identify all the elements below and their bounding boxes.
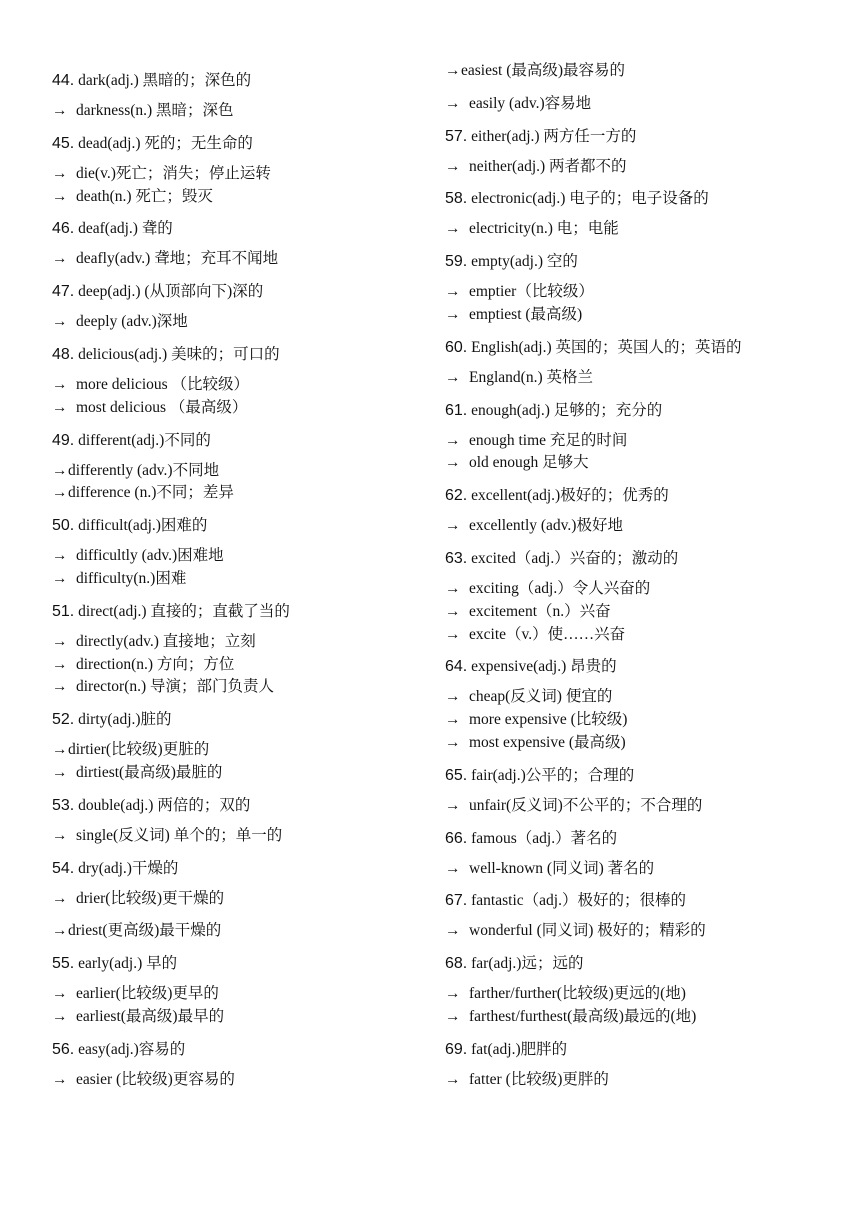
derived-form-text: well-known (同义词) 著名的: [469, 859, 655, 877]
entry-word: deep(adj.) (从顶部向下)深的: [74, 283, 264, 301]
derived-form-text: more expensive (比较级): [469, 711, 628, 729]
arrow-icon: →: [445, 517, 461, 535]
derived-form-text: easiest (最高级)最容易的: [461, 62, 626, 79]
entry-word: deaf(adj.) 聋的: [74, 220, 173, 238]
arrow-icon: →: [52, 250, 68, 268]
vocab-entry-heading: [445, 765, 845, 787]
vocab-entry-heading: [445, 188, 845, 210]
arrow-icon: →: [445, 431, 461, 449]
derived-form: [445, 1006, 845, 1029]
arrow-icon: →: [52, 102, 68, 119]
arrow-icon: →: [52, 655, 68, 673]
derived-form: [52, 482, 422, 505]
derived-form: [445, 430, 845, 453]
derived-form: [52, 920, 422, 943]
arrow-icon: →: [52, 889, 68, 907]
arrow-icon: →: [52, 1070, 68, 1088]
vocab-entry-heading: [52, 953, 422, 975]
derived-form-text: fatter (比较级)更胖的: [469, 1070, 609, 1088]
arrow-icon: →: [445, 985, 461, 1003]
derived-form: [445, 624, 845, 647]
arrow-icon: →: [52, 922, 68, 940]
derived-form: [52, 311, 422, 334]
arrow-icon: →: [445, 625, 461, 643]
vocab-entry-heading: [445, 400, 845, 422]
vocab-entry-heading: [52, 430, 422, 452]
vocab-entry-heading: [445, 656, 845, 678]
arrow-icon: →: [445, 1007, 461, 1025]
vocab-entry-heading: [52, 133, 422, 155]
vocab-entry-heading: [445, 126, 845, 148]
derived-form-text: deeply (adv.)深地: [76, 313, 188, 331]
entry-number: 63.: [445, 549, 468, 567]
derived-form-text: earlier(比较级)更早的: [76, 985, 219, 1003]
derived-form: [52, 631, 422, 654]
vocab-entry-heading: [445, 890, 845, 912]
derived-form-text: wonderful (同义词) 极好的；精彩的: [469, 922, 706, 940]
derived-form-text: death(n.) 死亡；毁灭: [76, 187, 213, 205]
entry-number: 45.: [52, 134, 75, 152]
entry-number: 47.: [52, 283, 75, 301]
entry-word: expensive(adj.) 昂贵的: [467, 658, 617, 676]
entry-number: 68.: [445, 955, 468, 973]
derived-form-text: easily (adv.)容易地: [469, 94, 592, 112]
arrow-icon: →: [445, 579, 461, 597]
vocab-entry-heading: [52, 344, 422, 366]
entry-number: 48.: [52, 345, 75, 363]
derived-form: [52, 888, 422, 911]
derived-form-text: enough time 充足的时间: [469, 431, 628, 449]
entry-word: empty(adj.) 空的: [467, 253, 578, 271]
derived-form-text: easier (比较级)更容易的: [76, 1070, 235, 1088]
arrow-icon: →: [445, 859, 461, 877]
derived-form: [52, 654, 422, 677]
derived-form: [52, 825, 422, 848]
derived-form-text: most expensive (最高级): [469, 733, 626, 751]
entry-number: 61.: [445, 401, 468, 419]
arrow-icon: →: [445, 602, 461, 620]
derived-form: [52, 1006, 422, 1029]
entry-word: excellent(adj.)极好的；优秀的: [467, 487, 669, 505]
arrow-icon: →: [52, 569, 68, 587]
arrow-icon: →: [52, 398, 68, 416]
arrow-icon: →: [445, 157, 461, 175]
derived-form-text: differently (adv.)不同地: [68, 461, 220, 479]
arrow-icon: →: [445, 1070, 461, 1088]
vocab-entry-heading: [445, 1039, 845, 1061]
entry-number: 55.: [52, 955, 75, 973]
entry-number: 60.: [445, 338, 468, 356]
arrow-icon: →: [445, 62, 461, 79]
derived-form: [445, 795, 845, 818]
entry-number: 56.: [52, 1040, 75, 1058]
derived-form: [52, 545, 422, 568]
arrow-icon: →: [52, 985, 68, 1003]
arrow-icon: →: [445, 454, 461, 472]
derived-form: [445, 452, 845, 475]
arrow-icon: →: [52, 826, 68, 844]
derived-form: [52, 1069, 422, 1092]
derived-form-text: exciting（adj.）令人兴奋的: [469, 579, 651, 597]
entry-number: 53.: [52, 796, 75, 814]
entry-word: double(adj.) 两倍的；双的: [74, 796, 251, 814]
derived-form: [445, 601, 845, 624]
derived-form: [52, 100, 422, 123]
derived-form: [445, 156, 845, 179]
vocab-entry-heading: [445, 251, 845, 273]
entry-number: 57.: [445, 127, 468, 145]
entry-word: far(adj.)远；远的: [467, 955, 584, 973]
derived-form-text: die(v.)死亡；消失；停止运转: [76, 164, 271, 182]
entry-number: 62.: [445, 487, 468, 505]
entry-word: either(adj.) 两方任一方的: [467, 127, 637, 145]
entry-number: 59.: [445, 253, 468, 271]
derived-form: [445, 858, 845, 881]
derived-form-text: electricity(n.) 电；电能: [469, 220, 619, 238]
entry-number: 54.: [52, 859, 75, 877]
entry-number: 51.: [52, 602, 75, 620]
derived-form-text: difference (n.)不同；差异: [68, 484, 234, 502]
derived-form-text: neither(adj.) 两者都不的: [469, 157, 627, 175]
entry-word: dead(adj.) 死的；无生命的: [74, 134, 253, 152]
entry-word: different(adj.)不同的: [74, 431, 211, 449]
derived-form: [445, 367, 845, 390]
derived-form-text: director(n.) 导演；部门负责人: [76, 678, 275, 696]
arrow-icon: →: [445, 711, 461, 729]
derived-form: [445, 578, 845, 601]
arrow-icon: →: [52, 484, 68, 502]
entry-word: fat(adj.)肥胖的: [467, 1040, 568, 1058]
vocab-entry-heading: [445, 485, 845, 507]
entry-word: enough(adj.) 足够的；充分的: [467, 401, 663, 419]
arrow-icon: →: [445, 220, 461, 238]
derived-form-text: England(n.) 英格兰: [469, 368, 593, 386]
entry-word: difficult(adj.)困难的: [74, 517, 208, 535]
derived-form-text: more delicious （比较级）: [76, 375, 250, 393]
vocab-entry-heading: [52, 70, 422, 92]
arrow-icon: →: [52, 461, 68, 479]
arrow-icon: →: [52, 164, 68, 182]
arrow-icon: →: [445, 368, 461, 386]
entry-word: fantastic（adj.）极好的；很棒的: [467, 892, 686, 910]
derived-form: [52, 762, 422, 785]
entry-word: direct(adj.) 直接的；直截了当的: [74, 602, 290, 620]
derived-form: [445, 983, 845, 1006]
derived-form-text: drier(比较级)更干燥的: [76, 889, 225, 907]
vocab-entry-heading: [52, 795, 422, 817]
arrow-icon: →: [52, 547, 68, 565]
derived-form-text: darkness(n.) 黑暗；深色: [76, 102, 234, 119]
left-column: [52, 60, 422, 1092]
vocab-entry-heading: [52, 281, 422, 303]
derived-form: [52, 676, 422, 699]
arrow-icon: →: [445, 796, 461, 814]
right-column: [445, 60, 845, 1092]
derived-form-text: earliest(最高级)最早的: [76, 1007, 225, 1025]
derived-form-text: dirtiest(最高级)最脏的: [76, 763, 223, 781]
derived-form: [445, 515, 845, 538]
entry-word: dry(adj.)干燥的: [74, 859, 179, 877]
entry-word: delicious(adj.) 美味的；可口的: [74, 345, 280, 363]
derived-form: [52, 983, 422, 1006]
arrow-icon: →: [52, 763, 68, 781]
derived-form-text: emptiest (最高级): [469, 305, 583, 323]
derived-form: [52, 248, 422, 271]
entry-word: easy(adj.)容易的: [74, 1040, 186, 1058]
derived-form-text: old enough 足够大: [469, 454, 589, 472]
vocab-entry-heading: [52, 858, 422, 880]
derived-form-text: emptier（比较级）: [469, 283, 594, 301]
entry-number: 50.: [52, 517, 75, 535]
derived-form: [445, 686, 845, 709]
derived-form-text: driest(更高级)最干燥的: [68, 922, 222, 940]
derived-form-text: single(反义词) 单个的；单一的: [76, 826, 283, 844]
derived-form-text: dirtier(比较级)更脏的: [68, 741, 210, 759]
vocab-entry-heading: [445, 337, 845, 359]
arrow-icon: →: [445, 94, 461, 112]
derived-form-text: farther/further(比较级)更远的(地): [469, 985, 686, 1003]
entry-word: early(adj.) 早的: [74, 955, 178, 973]
arrow-icon: →: [445, 733, 461, 751]
derived-form: [52, 163, 422, 186]
entry-word: fair(adj.)公平的；合理的: [467, 766, 635, 784]
derived-form-text: difficultly (adv.)困难地: [76, 547, 224, 565]
vocab-entry-heading: [52, 709, 422, 731]
vocab-entry-heading: [52, 515, 422, 537]
derived-form: [52, 397, 422, 420]
derived-form: [52, 739, 422, 762]
derived-form: [445, 281, 845, 304]
entry-number: 65.: [445, 766, 468, 784]
derived-form: [52, 186, 422, 209]
entry-word: English(adj.) 英国的；英国人的；英语的: [467, 338, 742, 356]
derived-form: [445, 1069, 845, 1092]
arrow-icon: →: [445, 922, 461, 940]
entry-word: electronic(adj.) 电子的；电子设备的: [467, 190, 709, 208]
vocab-entry-heading: [52, 601, 422, 623]
derived-form-text: cheap(反义词) 便宜的: [469, 688, 613, 706]
derived-form: [52, 568, 422, 591]
vocab-entry-heading: [445, 828, 845, 850]
entry-word: dark(adj.) 黑暗的；深色的: [74, 72, 252, 89]
vocab-entry-heading: [52, 1039, 422, 1061]
entry-number: 46.: [52, 220, 75, 238]
arrow-icon: →: [52, 313, 68, 331]
vocab-entry-heading: [445, 548, 845, 570]
derived-form: [52, 374, 422, 397]
arrow-icon: →: [445, 305, 461, 323]
arrow-icon: →: [52, 375, 68, 393]
derived-form: [52, 460, 422, 483]
vocab-entry-heading: [52, 218, 422, 240]
entry-number: 49.: [52, 431, 75, 449]
entry-number: 69.: [445, 1040, 468, 1058]
arrow-icon: →: [52, 632, 68, 650]
derived-form-text: difficulty(n.)困难: [76, 569, 187, 587]
arrow-icon: →: [52, 741, 68, 759]
derived-form-text: farthest/furthest(最高级)最远的(地): [469, 1007, 697, 1025]
arrow-icon: →: [52, 678, 68, 696]
derived-form-text: most delicious （最高级）: [76, 398, 248, 416]
entry-number: 58.: [445, 190, 468, 208]
arrow-icon: →: [52, 1007, 68, 1025]
derived-form: [445, 304, 845, 327]
derived-form: [445, 920, 845, 943]
entry-word: dirty(adj.)脏的: [74, 711, 172, 729]
entry-number: 52.: [52, 711, 75, 729]
derived-form-text: excite（v.）使……兴奋: [469, 625, 626, 643]
derived-form-text: direction(n.) 方向；方位: [76, 655, 235, 673]
entry-number: 67.: [445, 892, 468, 910]
derived-form: [445, 218, 845, 241]
entry-word: excited（adj.）兴奋的；激动的: [467, 549, 679, 567]
derived-form: [445, 60, 845, 83]
arrow-icon: →: [445, 688, 461, 706]
vocab-entry-heading: [445, 953, 845, 975]
derived-form: [445, 732, 845, 755]
entry-number: 64.: [445, 658, 468, 676]
derived-form-text: excellently (adv.)极好地: [469, 517, 623, 535]
entry-word: famous（adj.）著名的: [467, 829, 618, 847]
derived-form-text: unfair(反义词)不公平的；不合理的: [469, 796, 703, 814]
entry-number: 44.: [52, 72, 75, 89]
arrow-icon: →: [52, 187, 68, 205]
derived-form: [445, 709, 845, 732]
entry-number: 66.: [445, 829, 468, 847]
derived-form-text: directly(adv.) 直接地；立刻: [76, 632, 256, 650]
arrow-icon: →: [445, 283, 461, 301]
derived-form-text: excitement（n.）兴奋: [469, 602, 611, 620]
derived-form: [445, 93, 845, 116]
derived-form-text: deafly(adv.) 聋地；充耳不闻地: [76, 250, 279, 268]
